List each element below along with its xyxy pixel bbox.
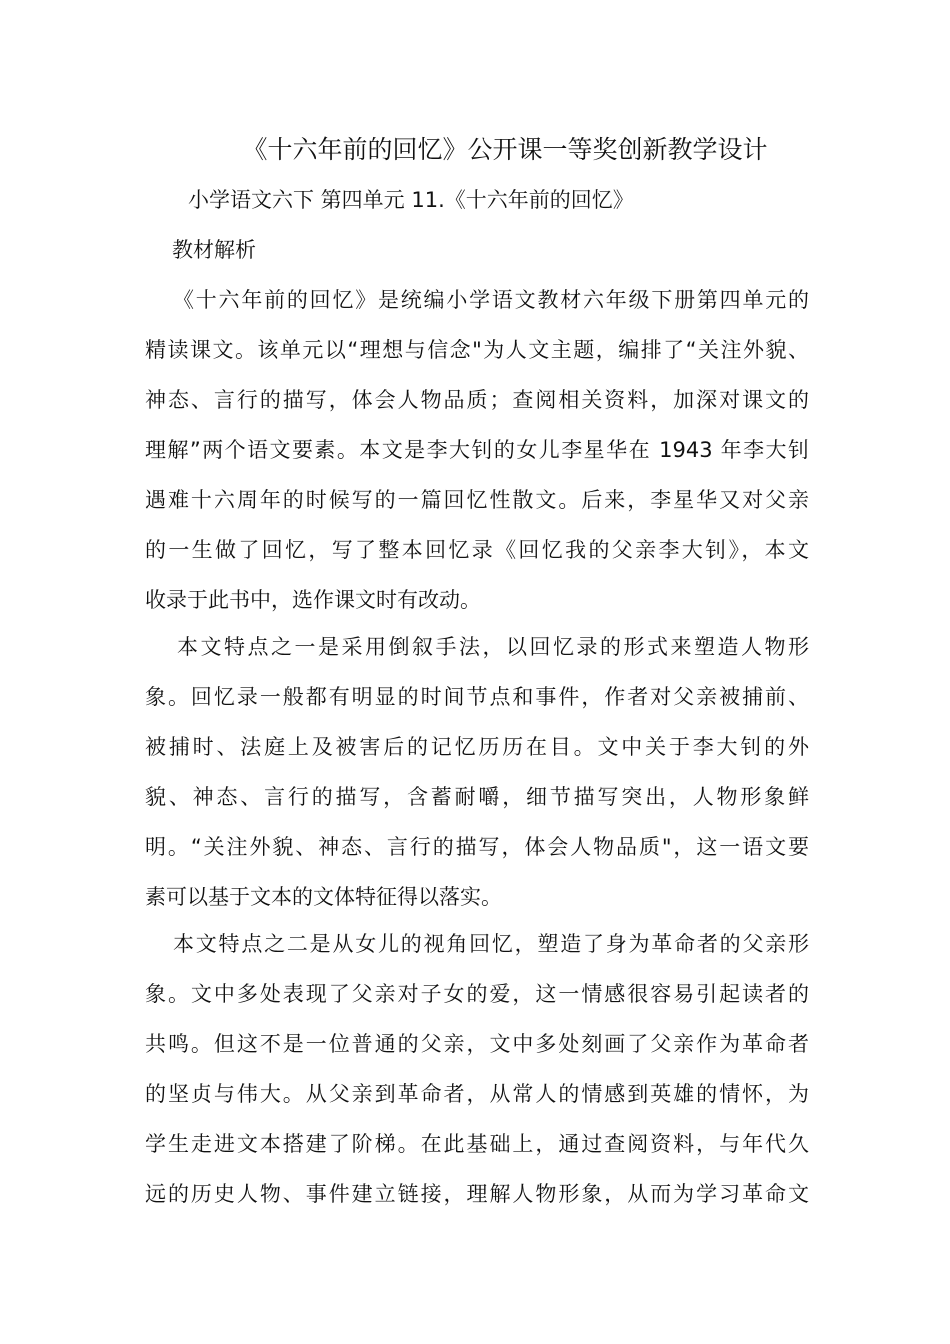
paragraph-line: 明。“关注外貌、神态、言行的描写，体会人物品质"，这一语文要 xyxy=(145,835,809,859)
paragraph-line: 本文特点之二是从女儿的视角回忆，塑造了身为革命者的父亲形 xyxy=(173,932,809,956)
paragraph-line: 学生走进文本搭建了阶梯。在此基础上，通过查阅资料，与年代久 xyxy=(145,1132,809,1156)
paragraph-3 xyxy=(145,919,809,1219)
paragraph-line: 理解”两个语文要素。本文是李大钊的女儿李星华在 1943 年李大钊 xyxy=(145,438,809,462)
paragraph-line: 共鸣。但这不是一位普通的父亲，文中多处刻画了父亲作为革命者 xyxy=(145,1032,809,1056)
paragraph-line: 象。回忆录一般都有明显的时间节点和事件，作者对父亲被捕前、 xyxy=(145,685,809,709)
paragraph-line: 遇难十六周年的时候写的一篇回忆性散文。后来，李星华又对父亲 xyxy=(145,488,809,512)
paragraph-line: 素可以基于文本的文体特征得以落实。 xyxy=(145,885,502,909)
paragraph-2 xyxy=(145,622,809,922)
document-title: 《十六年前的回忆》公开课一等奖创新教学设计 xyxy=(242,135,768,164)
paragraph-line: 的一生做了回忆，写了整本回忆录《回忆我的父亲李大钊》，本文 xyxy=(145,538,809,562)
paragraph-line: 的坚贞与伟大。从父亲到革命者，从常人的情感到英雄的情怀，为 xyxy=(145,1082,809,1106)
paragraph-line: 收录于此书中，选作课文时有改动。 xyxy=(145,588,481,612)
paragraph-1 xyxy=(145,275,809,625)
paragraph-line: 被捕时、法庭上及被害后的记忆历历在目。文中关于李大钊的外 xyxy=(145,735,809,759)
paragraph-line: 本文特点之一是采用倒叙手法，以回忆录的形式来塑造人物形 xyxy=(177,635,809,659)
document-subtitle: 小学语文六下 第四单元 11.《十六年前的回忆》 xyxy=(188,188,634,212)
paragraph-line: 神态、言行的描写，体会人物品质；查阅相关资料，加深对课文的 xyxy=(145,388,809,412)
paragraph-line: 精读课文。该单元以“理想与信念"为人文主题，编排了“关注外貌、 xyxy=(145,338,809,362)
paragraph-line: 象。文中多处表现了父亲对子女的爱，这一情感很容易引起读者的 xyxy=(145,982,809,1006)
section-heading: 教材解析 xyxy=(172,238,256,262)
paragraph-line: 貌、神态、言行的描写，含蓄耐嚼，细节描写突出，人物形象鲜 xyxy=(145,785,809,809)
paragraph-line: 远的历史人物、事件建立链接，理解人物形象，从而为学习革命文 xyxy=(145,1182,809,1206)
paragraph-line: 《十六年前的回忆》是统编小学语文教材六年级下册第四单元的 xyxy=(173,288,809,312)
